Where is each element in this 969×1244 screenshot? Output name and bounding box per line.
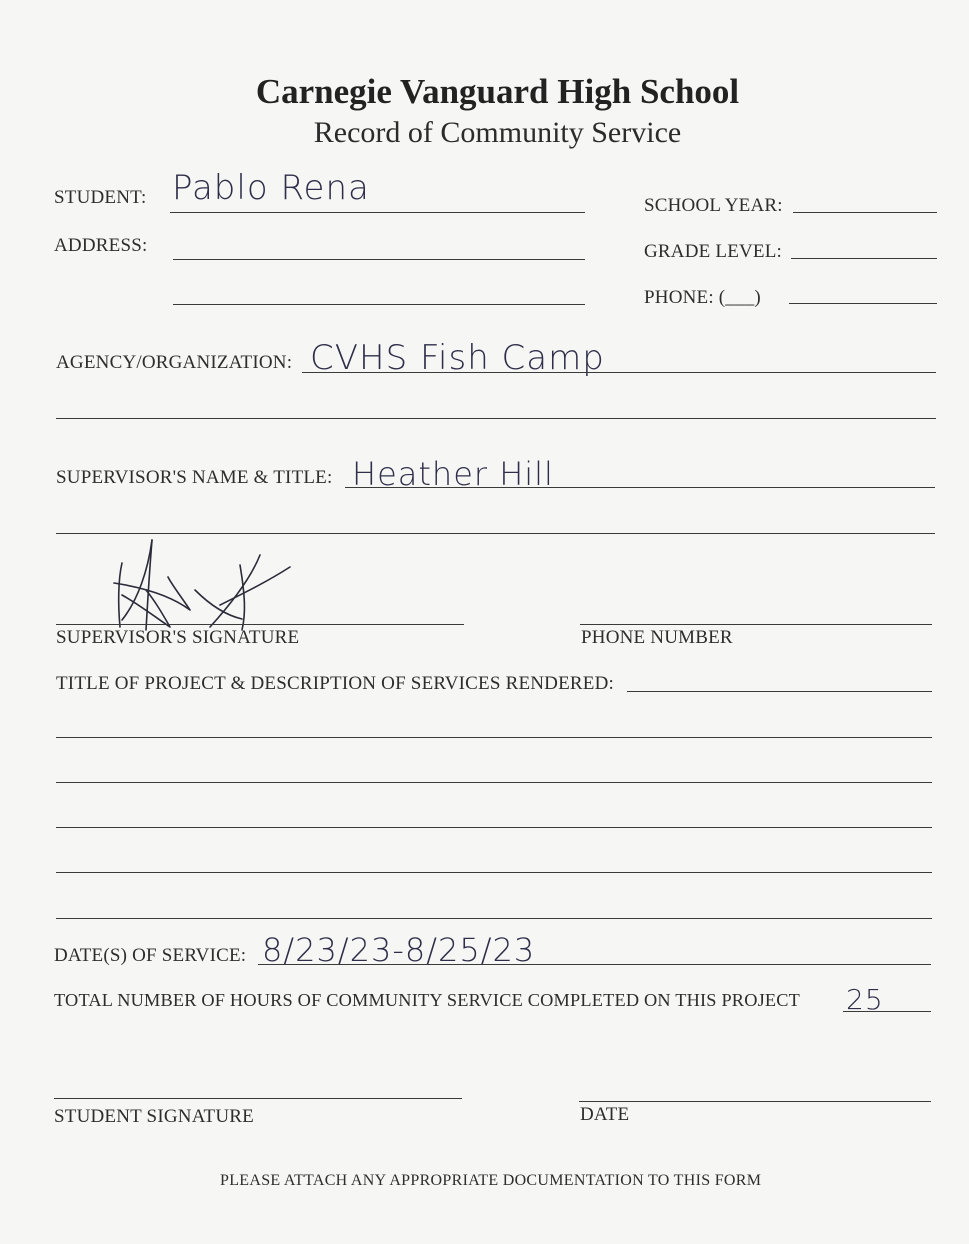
phone-field[interactable] — [789, 303, 937, 304]
dates-label: DATE(S) OF SERVICE: — [54, 945, 247, 966]
hours-value: 25 — [846, 983, 884, 1016]
agency-field[interactable] — [302, 372, 936, 373]
agency-field-2[interactable] — [56, 418, 936, 419]
grade-level-label: GRADE LEVEL: — [644, 241, 783, 262]
project-label: TITLE OF PROJECT & DESCRIPTION OF SERVICES RENDERED: — [56, 673, 614, 694]
hours-label: TOTAL NUMBER OF HOURS OF COMMUNITY SERVICE COMPLETED ON THIS PROJECT — [54, 990, 801, 1010]
school-year-field[interactable] — [793, 212, 937, 213]
supervisor-name-value: Heather Hill — [352, 455, 554, 493]
form-title: Record of Community Service — [313, 116, 682, 149]
supervisor-name-label: SUPERVISOR'S NAME & TITLE: — [56, 467, 333, 488]
project-field-4[interactable] — [56, 827, 932, 828]
agency-label: AGENCY/ORGANIZATION: — [56, 352, 293, 373]
project-field-6[interactable] — [56, 918, 932, 919]
supervisor-signature-field[interactable] — [56, 624, 464, 625]
date-field[interactable] — [579, 1101, 931, 1102]
agency-value: CVHS Fish Camp — [310, 338, 605, 378]
supervisor-phone-field[interactable] — [580, 624, 932, 625]
address-label: ADDRESS: — [54, 235, 148, 256]
project-field-1[interactable] — [627, 691, 932, 692]
hours-field[interactable] — [843, 1011, 931, 1012]
student-signature-field[interactable] — [54, 1098, 462, 1099]
address-field-1[interactable] — [173, 259, 585, 260]
school-name: Carnegie Vanguard High School — [255, 72, 740, 111]
project-field-5[interactable] — [56, 872, 932, 873]
student-signature-label: STUDENT SIGNATURE — [54, 1106, 254, 1127]
grade-level-field[interactable] — [791, 258, 937, 259]
date-label: DATE — [580, 1104, 630, 1125]
dates-field[interactable] — [258, 964, 931, 965]
attach-documentation-note: PLEASE ATTACH ANY APPROPRIATE DOCUMENTATION TO THIS FORM — [220, 1172, 762, 1189]
supervisor-name-field-2[interactable] — [56, 533, 935, 534]
dates-value: 8/23/23-8/25/23 — [262, 931, 536, 969]
supervisor-name-field[interactable] — [345, 487, 935, 488]
phone-label: PHONE: (___) — [644, 287, 761, 308]
student-label: STUDENT: — [54, 187, 147, 208]
project-field-3[interactable] — [56, 782, 932, 783]
address-field-2[interactable] — [173, 304, 585, 305]
school-year-label: SCHOOL YEAR: — [644, 195, 783, 216]
supervisor-phone-label: PHONE NUMBER — [581, 627, 733, 648]
supervisor-signature-image — [100, 535, 300, 635]
student-name-value: Pablo Rena — [172, 168, 370, 208]
project-field-2[interactable] — [56, 737, 932, 738]
student-name-field[interactable] — [170, 212, 585, 213]
supervisor-signature-label: SUPERVISOR'S SIGNATURE — [56, 627, 300, 648]
